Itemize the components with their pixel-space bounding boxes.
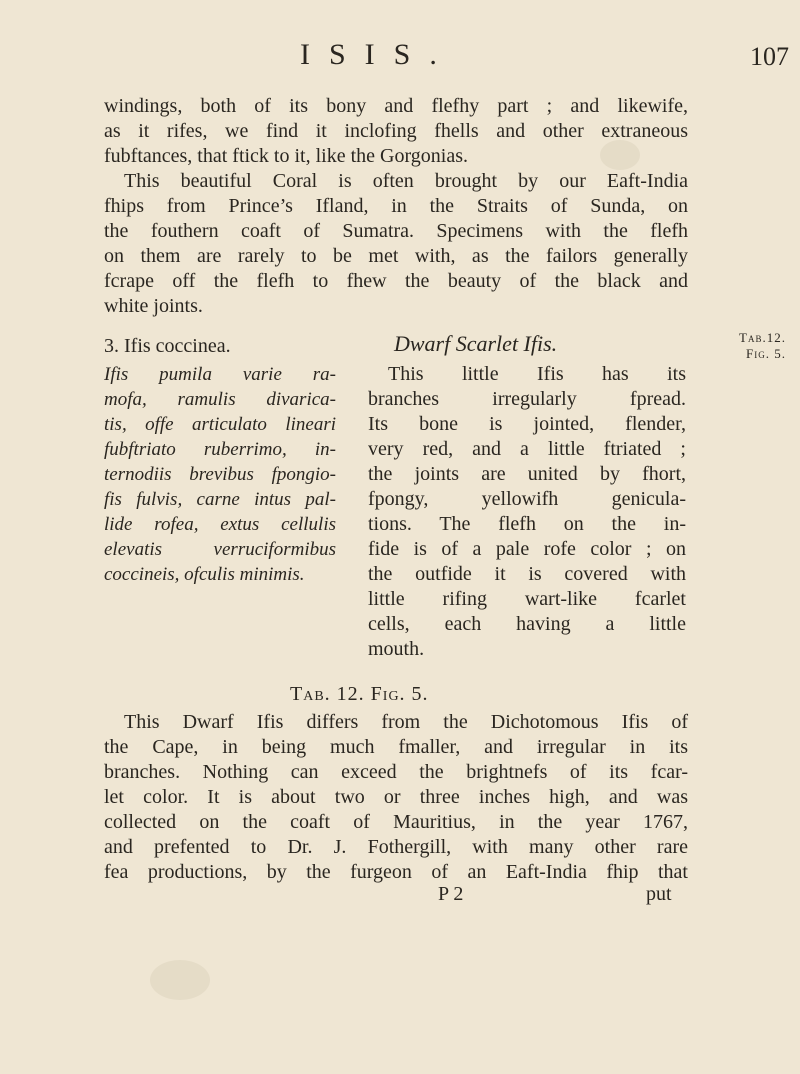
text-line: fubftances, that ftick to it, like the Gorgonias. — [104, 145, 468, 167]
text-line: windings, both of its bony and flefhy part ; and likewife, — [104, 95, 688, 117]
description-line: the outfide it is covered with — [368, 563, 686, 585]
latin-diagnosis — [104, 362, 336, 587]
text-line: the fouthern coaft of Sumatra. Specimens with the flefh — [104, 220, 688, 242]
paper-stain — [150, 960, 210, 1000]
text-line: This Dwarf Ifis differs from the Dichotomous Ifis of — [124, 711, 688, 733]
text-line: fcrape off the flefh to fhew the beauty of the black and — [104, 270, 688, 292]
text-line: and prefented to Dr. J. Fothergill, with many other rare — [104, 836, 688, 858]
running-head — [0, 38, 800, 78]
text-line: as it rifes, we find it inclofing fhells and other extraneous — [104, 120, 688, 142]
species-number-heading: 3. Ifis coccinea. — [104, 335, 231, 357]
description-line: This little Ifis has its — [388, 363, 686, 385]
text-line: on them are rarely to be met with, as the failors generally — [104, 245, 688, 267]
margin-tab: Tab.12. — [739, 330, 786, 345]
latin-line: fis fulvis, carne intus pal- — [104, 489, 336, 510]
latin-line: tis, offe articulato lineari — [104, 414, 336, 435]
description-line: little rifing wart-like fcarlet — [368, 588, 686, 610]
running-title: ISIS. — [300, 38, 456, 71]
latin-line: mofa, ramulis divarica- — [104, 389, 336, 410]
text-line: This beautiful Coral is often brought by our Eaft-India — [124, 170, 688, 192]
species-common-name: Dwarf Scarlet Ifis. — [394, 331, 558, 356]
species-description — [368, 362, 686, 662]
latin-line: fubftriato ruberrimo, in- — [104, 439, 336, 460]
text-line: the Cape, in being much fmaller, and irregular in its — [104, 736, 688, 758]
latin-line: Ifis pumila varie ra- — [104, 364, 336, 385]
latin-line: lide rofea, extus cellulis — [104, 514, 336, 535]
main-paragraph — [104, 710, 688, 885]
text-line: fea productions, by the furgeon of an Eaft-India fhip that — [104, 861, 688, 883]
text-line: collected on the coaft of Mauritius, in the year 1767, — [104, 811, 688, 833]
plate-heading: Tab. 12. Fig. 5. — [290, 683, 429, 705]
description-line: the joints are united by fhort, — [368, 463, 686, 485]
margin-plate-reference — [720, 330, 786, 362]
text-line: white joints. — [104, 295, 203, 317]
latin-line: coccineis, ofculis minimis. — [104, 564, 305, 585]
description-line: branches irregularly fpread. — [368, 388, 686, 410]
text-line: branches. Nothing can exceed the brightnefs of its fcar- — [104, 761, 688, 783]
description-line: very red, and a little ftriated ; — [368, 438, 686, 460]
description-line: fide is of a pale rofe color ; on — [368, 538, 686, 560]
signature-mark: P 2 — [438, 883, 464, 905]
description-line: Its bone is jointed, flender, — [368, 413, 686, 435]
latin-line: ternodiis brevibus fpongio- — [104, 464, 336, 485]
intro-paragraph — [104, 94, 688, 319]
text-line: let color. It is about two or three inches high, and was — [104, 786, 688, 808]
description-line: cells, each having a little — [368, 613, 686, 635]
text-line: fhips from Prince’s Ifland, in the Straits of Sunda, on — [104, 195, 688, 217]
catchword: put — [646, 883, 672, 905]
description-line: mouth. — [368, 638, 425, 660]
page-number: 107 — [750, 42, 789, 71]
latin-line: elevatis verruciformibus — [104, 539, 336, 560]
margin-fig: Fig. 5. — [746, 346, 786, 361]
description-line: tions. The flefh on the in- — [368, 513, 686, 535]
description-line: fpongy, yellowifh genicula- — [368, 488, 686, 510]
